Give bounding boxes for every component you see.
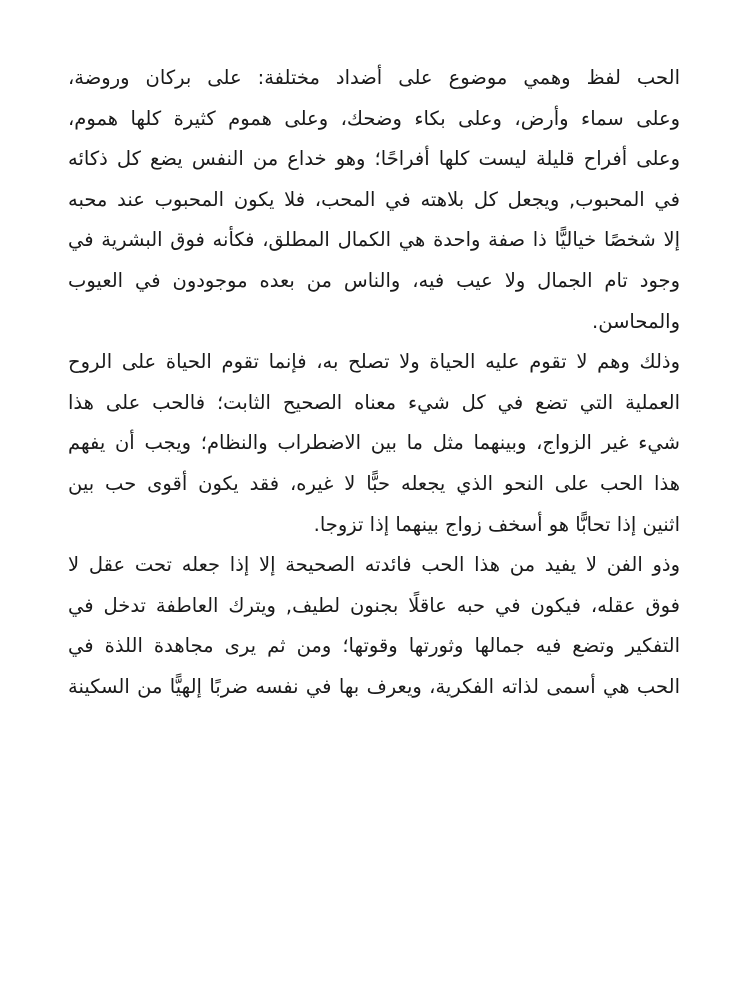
text-line: هذا الحب على النحو الذي يجعله حبًّا لا غيره، فقد يكون أقوى حب بين bbox=[68, 471, 680, 495]
text-line: الحب لفظ وهمي موضوع على أضداد مختلفة: على بركان وروضة، bbox=[68, 66, 680, 89]
text-line: وذو الفن لا يفيد من هذا الحب فائدته الصحيحة إلا إذا جعله تحت عقل لا bbox=[68, 553, 680, 577]
text-line: إلا شخصًا خياليًّا ذا صفة واحدة هي الكمال المطلق، فكأنه فوق البشرية في bbox=[68, 228, 680, 252]
paragraph-3 bbox=[68, 545, 680, 707]
text-line: التفكير وتضع فيه جمالها وثورتها وقوتها؛ ومن ثم يرى مجاهدة اللذة في bbox=[68, 634, 680, 658]
text-line: اثنين إذا تحابًّا هو أسخف زواج بينهما إذا تزوجا. bbox=[313, 512, 680, 536]
text-line: وعلى أفراح قليلة ليست كلها أفراحًا؛ وهو خداع من النفس يضع كل ذكائه bbox=[68, 147, 680, 171]
text-line: شيء غير الزواج، وبينهما مثل ما بين الاضطراب والنظام؛ ويجب أن يفهم bbox=[68, 431, 680, 455]
text-line: وعلى سماء وأرض، وعلى بكاء وضحك، وعلى هموم كثيرة كلها هموم، bbox=[68, 106, 680, 130]
body-text bbox=[68, 58, 680, 708]
text-line: العملية التي تضع في كل شيء معناه الصحيح الثابت؛ فالحب على هذا bbox=[68, 390, 680, 414]
text-line: الحب هي أسمى لذاته الفكرية، ويعرف بها في نفسه ضربًا إلهيًّا من السكينة bbox=[68, 674, 680, 698]
text-line: وجود تام الجمال ولا عيب فيه، والناس من بعده موجودون في العيوب bbox=[68, 268, 680, 292]
text-line: في المحبوب, ويجعل كل بلاهته في المحب، فلا يكون المحبوب عند محبه bbox=[68, 187, 680, 211]
text-line: وذلك وهم لا تقوم عليه الحياة ولا تصلح به، فإنما تقوم الحياة على الروح bbox=[68, 350, 680, 374]
paragraph-1 bbox=[68, 58, 680, 342]
paragraph-2 bbox=[68, 342, 680, 545]
text-line: فوق عقله، فيكون في حبه عاقلًا بجنون لطيف, ويترك العاطفة تدخل في bbox=[68, 593, 680, 617]
text-line: والمحاسن. bbox=[592, 309, 680, 333]
